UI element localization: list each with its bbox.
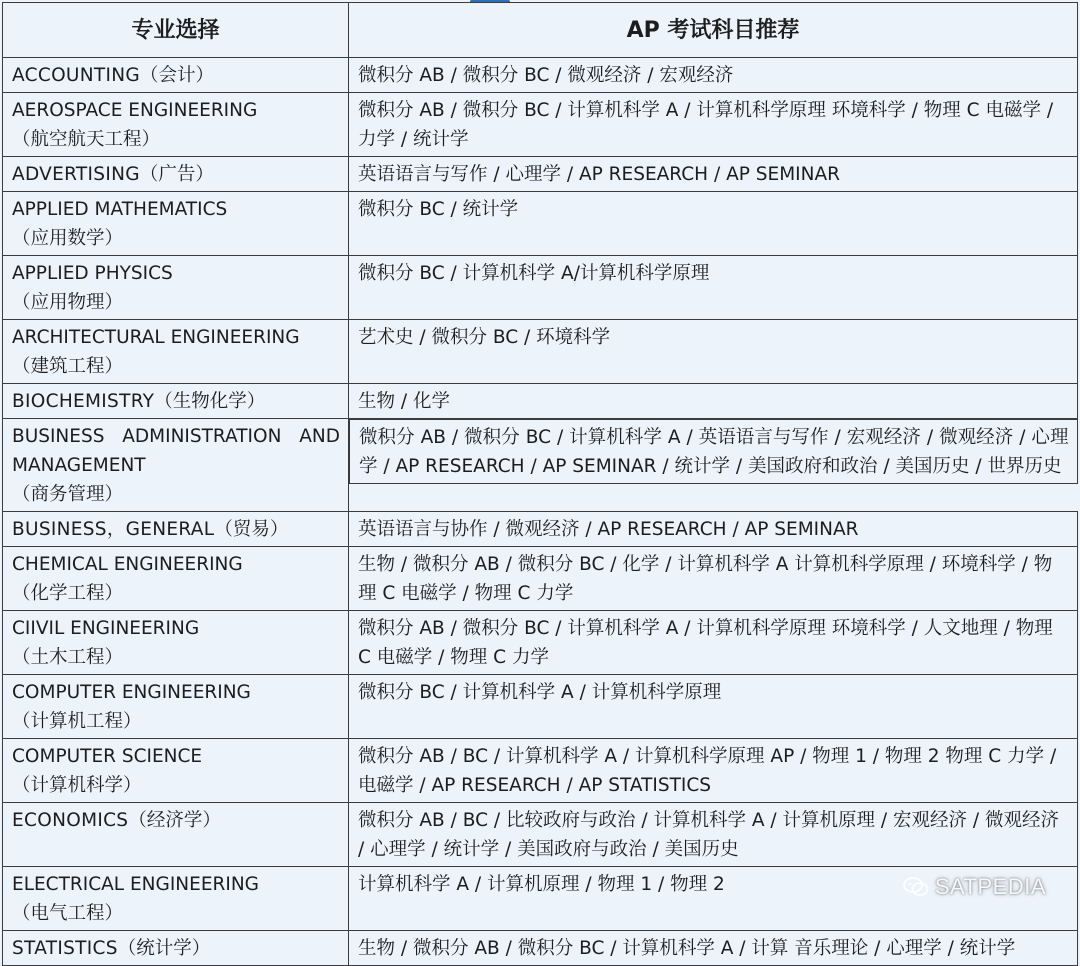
table-row xyxy=(3,256,1078,320)
recs-cell: 英语语言与协作 / 微观经济 / AP RESEARCH / AP SEMINAR xyxy=(349,512,1078,547)
table-row xyxy=(3,611,1078,675)
header-recommend: AP 考试科目推荐 xyxy=(349,3,1078,58)
recs-cell: 微积分 BC / 计算机科学 A/计算机科学原理 xyxy=(349,256,1078,320)
table-row xyxy=(3,931,1078,966)
major-cell: ADVERTISING（广告） xyxy=(3,157,349,192)
major-cell: ARCHITECTURAL ENGINEERING （建筑工程） xyxy=(3,320,349,384)
major-cell: COMPUTER ENGINEERING （计算机工程） xyxy=(3,675,349,739)
recs-cell: 生物 / 化学 xyxy=(349,384,1078,419)
recs-cell: 微积分 BC / 计算机科学 A / 计算机科学原理 xyxy=(349,675,1078,739)
header-major: 专业选择 xyxy=(3,3,349,58)
major-cell: ELECTRICAL ENGINEERING （电气工程） xyxy=(3,867,349,931)
table-row xyxy=(3,93,1078,157)
recs-cell: 生物 / 微积分 AB / 微积分 BC / 化学 / 计算机科学 A 计算机科学原理 / 环境科学 / 物理 C 电磁学 / 物理 C 力学 xyxy=(349,547,1078,611)
table-row xyxy=(3,384,1078,419)
major-cell: AEROSPACE ENGINEERING （航空航天工程） xyxy=(3,93,349,157)
recs-cell: 微积分 BC / 统计学 xyxy=(349,192,1078,256)
recs-cell: 微积分 AB / 微积分 BC / 计算机科学 A / 计算机科学原理 环境科学 / 物理 C 电磁学 / 力学 / 统计学 xyxy=(349,93,1078,157)
major-cell: APPLIED MATHEMATICS （应用数学） xyxy=(3,192,349,256)
ap-recommendation-table xyxy=(2,2,1078,966)
major-cell: CHEMICAL ENGINEERING （化学工程） xyxy=(3,547,349,611)
major-cell: APPLIED PHYSICS （应用物理） xyxy=(3,256,349,320)
watermark-text: SATPEDIA xyxy=(934,874,1046,899)
recs-cell: 微积分 AB / BC / 比较政府与政治 / 计算机科学 A / 计算机原理 / 宏观经济 / 微观经济 / 心理学 / 统计学 / 美国政府与政治 / 美国历史 xyxy=(349,803,1078,867)
table-row xyxy=(3,547,1078,611)
table-row xyxy=(3,320,1078,384)
major-cell: BUSINESS，GENERAL（贸易） xyxy=(3,512,349,547)
table-row xyxy=(3,803,1078,867)
major-cell: STATISTICS（统计学） xyxy=(3,931,349,966)
table-row xyxy=(3,512,1078,547)
recs-cell: 计算机科学 A / 计算机原理 / 物理 1 / 物理 2 xyxy=(349,867,1078,931)
major-cell: ECONOMICS（经济学） xyxy=(3,803,349,867)
recs-cell: 艺术史 / 微积分 BC / 环境科学 xyxy=(349,320,1078,384)
major-cell: CIIVIL ENGINEERING （土木工程） xyxy=(3,611,349,675)
table-row xyxy=(3,739,1078,803)
table-row xyxy=(3,157,1078,192)
recs-cell: 微积分 AB / 微积分 BC / 微观经济 / 宏观经济 xyxy=(349,58,1078,93)
watermark xyxy=(903,874,1046,900)
table-row xyxy=(3,675,1078,739)
recs-cell: 英语语言与写作 / 心理学 / AP RESEARCH / AP SEMINAR xyxy=(349,157,1078,192)
major-cell: BUSINESS ADMINISTRATION AND MANAGEMENT （商务管理） xyxy=(3,419,349,512)
table-row xyxy=(3,419,1078,512)
table-row xyxy=(3,58,1078,93)
major-cell: ACCOUNTING（会计） xyxy=(3,58,349,93)
table-header-row xyxy=(3,3,1078,58)
recs-cell: 微积分 AB / 微积分 BC / 计算机科学 A / 计算机科学原理 环境科学 / 人文地理 / 物理 C 电磁学 / 物理 C 力学 xyxy=(349,611,1078,675)
table-row xyxy=(3,192,1078,256)
recs-cell: 生物 / 微积分 AB / 微积分 BC / 计算机科学 A / 计算 音乐理论 / 心理学 / 统计学 xyxy=(349,931,1078,966)
major-cell: COMPUTER SCIENCE （计算机科学） xyxy=(3,739,349,803)
recs-cell: 微积分 AB / BC / 计算机科学 A / 计算机科学原理 AP / 物理 1 / 物理 2 物理 C 力学 / 电磁学 / AP RESEARCH / AP STATISTICS xyxy=(349,739,1078,803)
wechat-icon xyxy=(903,877,929,897)
recs-cell: 微积分 AB / 微积分 BC / 计算机科学 A / 英语语言与写作 / 宏观经济 / 微观经济 / 心理学 / AP RESEARCH / AP SEMINAR / 统计学 / 美国政府和政治 / 美国历史 / 世界历史 xyxy=(349,419,1078,484)
major-cell: BIOCHEMISTRY（生物化学） xyxy=(3,384,349,419)
